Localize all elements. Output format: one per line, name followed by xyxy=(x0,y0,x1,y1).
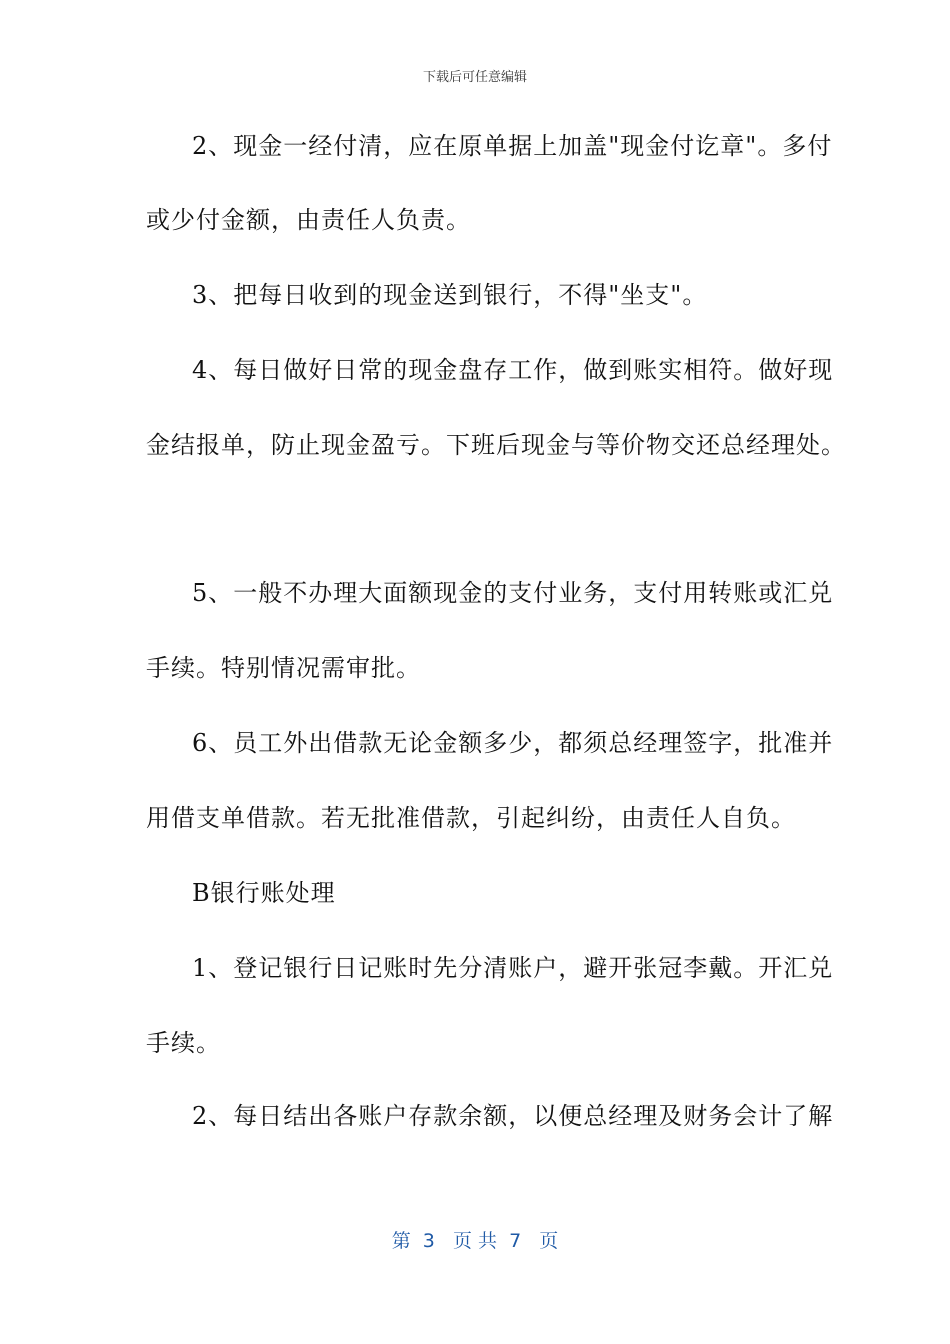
paragraph-line: 或少付金额，由责任人负责。 xyxy=(146,206,471,234)
paragraph-line: 4、每日做好日常的现金盘存工作，做到账实相符。做好现 xyxy=(192,356,834,384)
paragraph-line: 3、把每日收到的现金送到银行，不得"坐支"。 xyxy=(192,281,708,309)
page-number: 第 3 页 共 7 页 xyxy=(391,1230,559,1252)
paragraph-line: 用借支单借款。若无批准借款，引起纠纷，由责任人自负。 xyxy=(146,804,796,832)
paragraph-line: 手续。 xyxy=(146,1029,221,1057)
paragraph-line: 5、一般不办理大面额现金的支付业务，支付用转账或汇兑 xyxy=(192,579,834,607)
paragraph-line: 6、员工外出借款无论金额多少，都须总经理签字，批准并 xyxy=(192,729,834,757)
paragraph-line: 金结报单，防止现金盈亏。下班后现金与等价物交还总经理处。 xyxy=(146,431,846,459)
section-heading: B银行账处理 xyxy=(192,879,336,907)
paragraph-line: 手续。特别情况需审批。 xyxy=(146,654,421,682)
paragraph-line: 2、现金一经付清，应在原单据上加盖"现金付讫章"。多付 xyxy=(192,132,833,160)
paragraph-line: 2、每日结出各账户存款余额，以便总经理及财务会计了解 xyxy=(192,1102,834,1130)
header-note: 下载后可任意编辑 xyxy=(422,70,527,85)
paragraph-line: 1、登记银行日记账时先分清账户，避开张冠李戴。开汇兑 xyxy=(192,954,834,982)
